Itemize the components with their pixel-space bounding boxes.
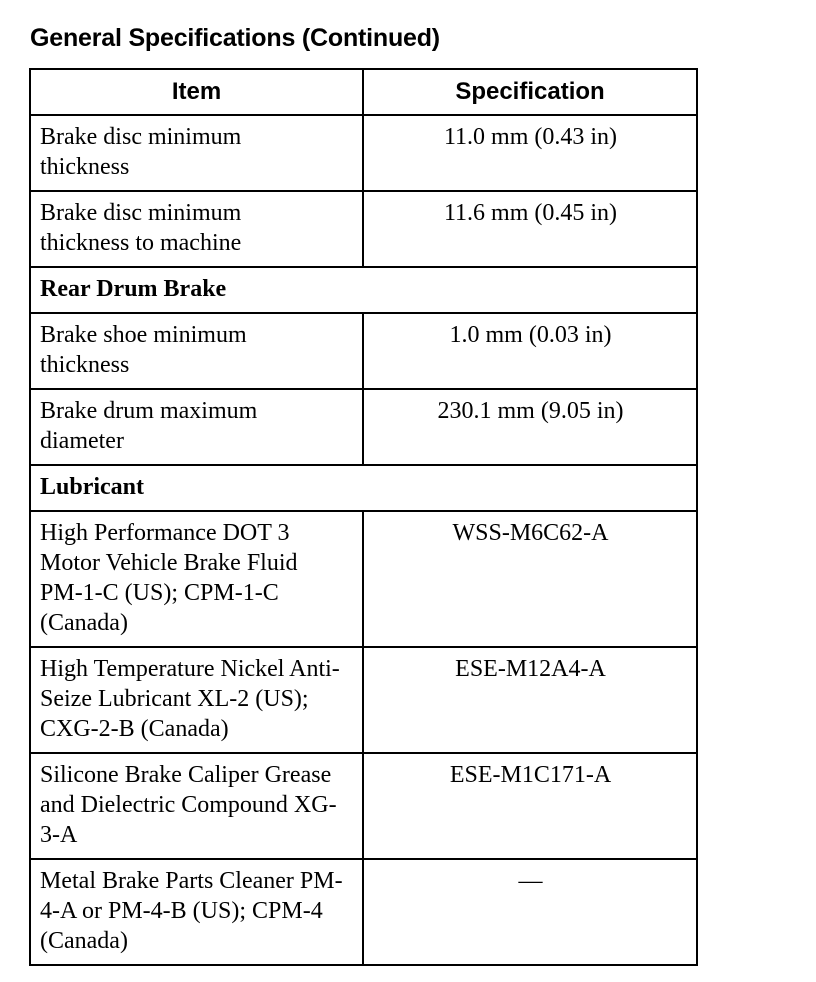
spec-cell: — xyxy=(363,859,697,965)
table-row xyxy=(30,191,697,267)
table-row xyxy=(30,511,697,647)
spec-cell: 11.6 mm (0.45 in) xyxy=(363,191,697,267)
spec-cell: 230.1 mm (9.05 in) xyxy=(363,389,697,465)
spec-cell: 11.0 mm (0.43 in) xyxy=(363,115,697,191)
table-header-row xyxy=(30,69,697,115)
section-heading-rear-drum-brake: Rear Drum Brake xyxy=(30,267,697,313)
item-cell: High Temperature Nickel Anti-Seize Lubricant XL-2 (US); CXG-2-B (Canada) xyxy=(30,647,363,753)
spec-cell: ESE-M1C171-A xyxy=(363,753,697,859)
specifications-table xyxy=(29,68,698,966)
item-cell: Brake disc minimum thickness to machine xyxy=(30,191,363,267)
spec-cell: 1.0 mm (0.03 in) xyxy=(363,313,697,389)
page-title: General Specifications (Continued) xyxy=(30,24,440,52)
section-row xyxy=(30,465,697,511)
table-row xyxy=(30,753,697,859)
item-cell: Metal Brake Parts Cleaner PM-4-A or PM-4-B (US); CPM-4 (Canada) xyxy=(30,859,363,965)
table-row xyxy=(30,859,697,965)
item-cell: High Performance DOT 3 Motor Vehicle Brake Fluid PM-1-C (US); CPM-1-C (Canada) xyxy=(30,511,363,647)
spec-cell: WSS-M6C62-A xyxy=(363,511,697,647)
specification-column-header: Specification xyxy=(363,69,697,115)
table-row xyxy=(30,115,697,191)
item-cell: Brake drum maximum diameter xyxy=(30,389,363,465)
spec-cell: ESE-M12A4-A xyxy=(363,647,697,753)
item-cell: Brake shoe minimum thickness xyxy=(30,313,363,389)
table-row xyxy=(30,389,697,465)
table-row xyxy=(30,647,697,753)
item-column-header: Item xyxy=(30,69,363,115)
section-row xyxy=(30,267,697,313)
item-cell: Silicone Brake Caliper Grease and Dielectric Compound XG-3-A xyxy=(30,753,363,859)
section-heading-lubricant: Lubricant xyxy=(30,465,697,511)
item-cell: Brake disc minimum thickness xyxy=(30,115,363,191)
table-row xyxy=(30,313,697,389)
